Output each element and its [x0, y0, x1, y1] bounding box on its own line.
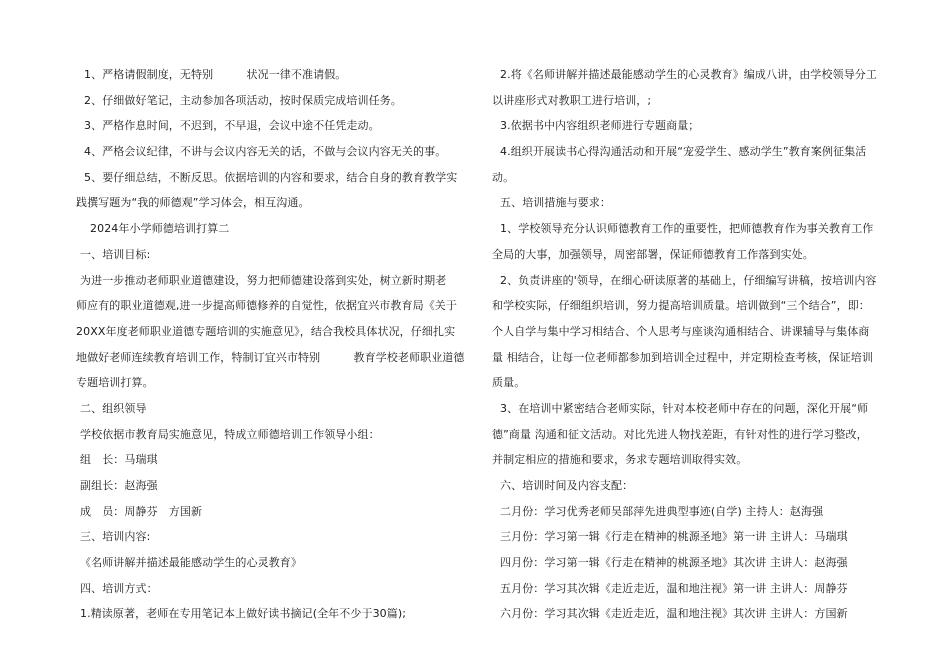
text-line: 2、仔细做好笔记，主动参加各项活动，按时保质完成培训任务。: [84, 93, 402, 107]
text-line: 组 长：马瑞琪: [80, 453, 158, 467]
text-line: 以讲座形式对教职工进行培训，;: [492, 93, 652, 107]
schedule-line: 三月份：学习第一辑《行走在精神的桃源圣地》第一讲 主讲人：马瑞琪: [500, 530, 848, 544]
text-line: 副组长：赵海强: [80, 479, 158, 492]
heading-line: 五、培训措施与要求：: [500, 196, 611, 210]
heading-line: 一、培训目标:: [80, 247, 151, 261]
heading-line: 四、培训方式：: [80, 581, 158, 595]
text-line: 5、要仔细总结，不断反思。依据培训的内容和要求，结合自身的教育教学实: [84, 170, 458, 184]
text-line: 3、严格作息时间，不迟到，不早退，会议中途不任凭走动。: [84, 119, 380, 133]
text-line: 20XX年度老师职业道德专题培训的实施意见》，结合我校具体状况，仔细扎实: [76, 324, 456, 338]
text-line: 师应有的职业道德观,进一步提高师德修养的自觉性，依据宜兴市教育局《关于: [76, 299, 457, 313]
text-line: 和学校实际，仔细组织培训，努力提高培训质量。培训做到“三个结合”，即：: [492, 299, 870, 313]
text-line: 专题培训打算。: [76, 376, 154, 390]
text-line: 并制定相应的措施和要求，务求专题培训取得实效。: [492, 453, 748, 467]
text-line: 1.精读原著，老师在专用笔记本上做好读书摘记(全年不少于30篇);: [80, 607, 407, 621]
text-line: 个人自学与集中学习相结合、个人思考与座谈沟通相结合、讲课辅导与集体商: [492, 324, 870, 338]
text-line: 全局的大事，加强领导，周密部署，保证师德教育工作落到实处。: [492, 247, 814, 261]
section-title: 2024年小学师德培训打算二: [90, 222, 230, 236]
text-line: 3、在培训中紧密结合老师实际，针对本校老师中存在的问题，深化开展“师: [500, 401, 869, 415]
right-column: [492, 62, 882, 627]
schedule-line: 四月份：学习第一辑《行走在精神的桃源圣地》其次讲 主讲人：赵海强: [500, 556, 848, 570]
text-line: 《名师讲解并描述最能感动学生的心灵教育》: [80, 556, 302, 570]
schedule-line: 二月份：学习优秀老师吴部萍先进典型事迹(自学) 主持人：赵海强: [500, 504, 824, 518]
text-line: 2、负责讲座的'领导，在细心研读原著的基础上，仔细编写讲稿，按培训内容: [500, 273, 877, 287]
text-line: 4.组织开展读书心得沟通活动和开展“宠爱学生、感动学生”教育案例征集活: [500, 145, 867, 159]
text-line: 1、严格请假制度，无特别 状况一律不准请假。: [84, 68, 347, 81]
text-line: 1、学校领导充分认识师德教育工作的重要性，把师德教育作为事关教育工作: [500, 222, 874, 236]
text-line: 4、严格会议纪律，不讲与会议内容无关的话，不做与会议内容无关的事。: [84, 145, 447, 159]
text-line: 质量。: [492, 376, 526, 390]
text-line: 为进一步推动老师职业道德建设，努力把师德建设落到实处，树立新时期老: [80, 273, 447, 287]
text-line: 践撰写题为“我的师德观”学习体会，相互沟通。: [76, 196, 310, 210]
text-line: 地做好老师连续教育培训工作，特制订宜兴市特别 教育学校老师职业道德: [76, 350, 465, 364]
text-line: 3.依据书中内容组织老师进行专题商量；: [500, 119, 700, 133]
schedule-line: 五月份：学习其次辑《走近走近，温和地注视》第一讲 主讲人：周静芬: [500, 581, 848, 595]
schedule-line: 六月份：学习其次辑《走近走近，温和地注视》其次讲 主讲人：方国新: [500, 607, 848, 621]
text-line: 量 相结合，让每一位老师都参加到培训全过程中，并定期检查考核，保证培训: [492, 350, 873, 364]
text-line: 德”商量 沟通和征文活动。对比先进人物找差距，有针对性的进行学习整改，: [492, 427, 868, 441]
heading-line: 二、组织领导: [80, 401, 147, 415]
heading-line: 六、培训时间及内容支配：: [500, 479, 634, 492]
text-line: 成 员：周静芬 方国新: [80, 504, 203, 518]
left-column: [76, 62, 466, 627]
heading-line: 三、培训内容:: [80, 530, 151, 544]
text-line: 2.将《名师讲解并描述最能感动学生的心灵教育》编成八讲，由学校领导分工: [500, 68, 877, 81]
text-line: 学校依据市教育局实施意见，特成立师德培训工作领导小组：: [80, 427, 380, 441]
text-line: 动。: [492, 170, 515, 184]
